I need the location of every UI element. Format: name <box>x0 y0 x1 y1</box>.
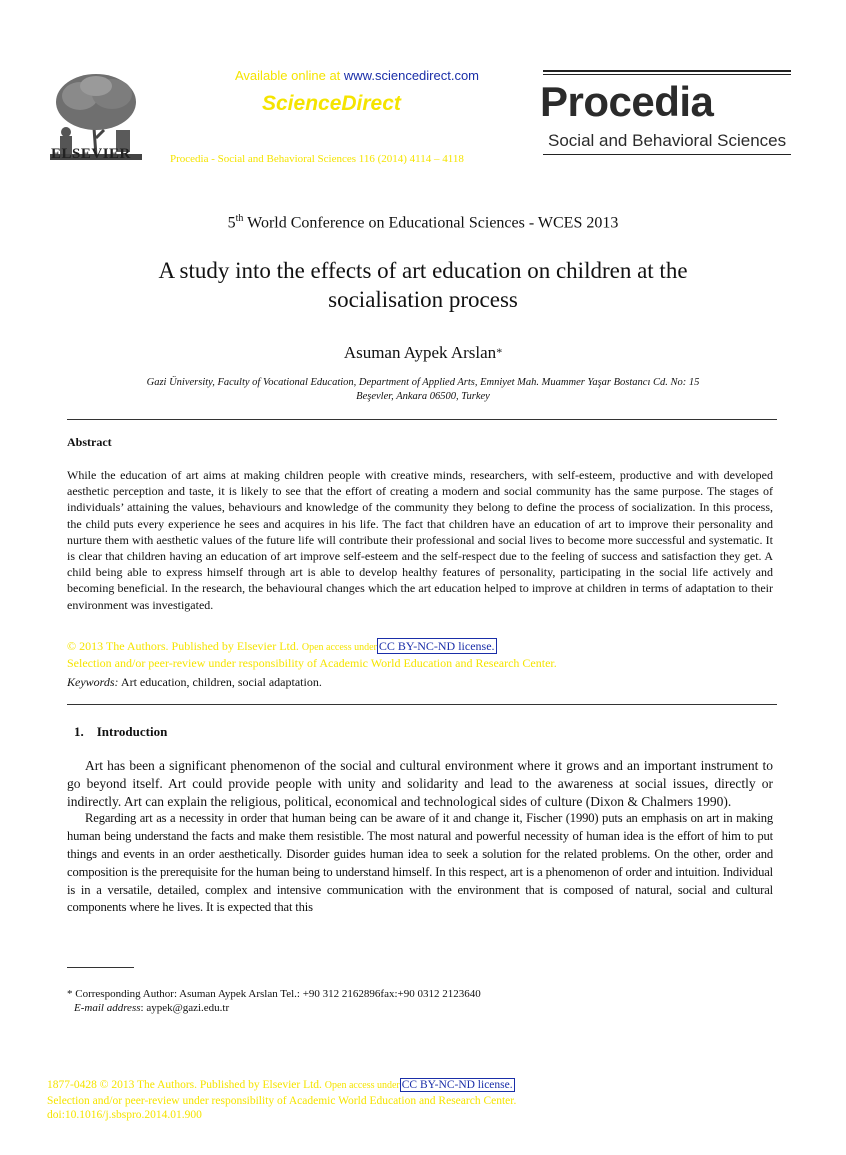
conference-number: 5 <box>227 214 236 232</box>
footnote-email <box>74 1002 229 1014</box>
paper-title-line-2: socialisation process <box>328 287 518 312</box>
keywords-text: Art education, children, social adaptation. <box>120 675 322 689</box>
procedia-bottom-rule <box>543 154 791 155</box>
footer-copyright: 1877-0428 © 2013 The Authors. Published by Elsevier Ltd. <box>47 1079 322 1091</box>
paper-title <box>60 256 786 314</box>
conference-ordinal: th <box>235 213 244 224</box>
footer-line-1 <box>47 1078 516 1094</box>
email-label: E-mail address <box>74 1002 141 1014</box>
abstract-bottom-rule <box>67 704 777 705</box>
footnote-corresponding: * Corresponding Author: Asuman Aypek Arslan Tel.: +90 312 2162896fax:+90 0312 2123640 <box>67 988 481 1000</box>
peer-review-line: Selection and/or peer-review under responsibility of Academic World Education and Research Center. <box>67 656 557 670</box>
conference-line <box>0 213 846 232</box>
author-line <box>0 343 846 363</box>
page-footer <box>47 1078 516 1123</box>
license-link[interactable]: CC BY-NC-ND license. <box>378 639 495 653</box>
procedia-top-rule <box>543 70 791 72</box>
journal-reference: Procedia - Social and Behavioral Sciences 116 (2014) 4114 – 4118 <box>170 153 464 165</box>
sciencedirect-brand: ScienceDirect <box>262 92 401 115</box>
elsevier-wordmark: ELSEVIER <box>51 146 131 162</box>
author-name: Asuman Aypek Arslan <box>343 343 497 362</box>
procedia-title: Procedia <box>540 78 714 125</box>
copyright-text: © 2013 The Authors. Published by Elsevier Ltd. <box>67 639 299 653</box>
abstract-heading: Abstract <box>67 435 112 449</box>
affiliation-line-1: Gazi Üniversity, Faculty of Vocational Education, Department of Applied Arts, Emniyet Mah. Muammer Yaşar Bostancı Cd. No: 15 <box>146 377 700 388</box>
introduction-heading: 1. Introduction <box>74 724 168 739</box>
footnote-rule <box>67 967 134 968</box>
keywords-label: Keywords: <box>67 675 119 689</box>
introduction-body <box>67 757 773 917</box>
abstract-body: While the education of art aims at making children people with creative minds, researchers, with self-esteem, productive and with developed aesthetic perception and taste, it is likely to see that the effort of creating a modern and social community has the same purpose. The stages of individuals’ attaining the values, behaviours and knowledge of the community they belong to define the process of socialization. In this process, the child puts every experience he sees and acquires in his life. The fact that children have an education of art to improve their personality and nurture them with aesthetic values of the future life will contribute their professional and social lives to become more successful and systematic. It is clear that children having an education of art improve self-esteem and the self-respect due to the feeling of success and satisfaction they get. A child being able to express himself through art is able to develop healthy features of personality, participating in the social life actively and becoming beneficial. In the research, the behavioural changes which the art education helped to improve at children in terms of adaptation to their environment was investigated. <box>67 468 773 612</box>
author-footnote-mark[interactable]: * <box>496 345 503 359</box>
available-online-line <box>235 68 479 83</box>
keywords-line <box>67 675 322 690</box>
available-text: Available online at <box>235 68 344 83</box>
procedia-top-rule-thin <box>543 74 791 75</box>
email-address[interactable]: : aypek@gazi.edu.tr <box>140 1002 230 1014</box>
conference-name: World Conference on Educational Sciences - WCES 2013 <box>243 214 619 232</box>
procedia-subtitle: Social and Behavioral Sciences <box>548 131 787 150</box>
footer-license-link[interactable]: CC BY-NC-ND license. <box>401 1079 513 1091</box>
paper-title-line-1: A study into the effects of art education on children at the <box>158 258 688 283</box>
footer-open-access: Open access under <box>324 1080 400 1091</box>
open-access-text: Open access under <box>301 642 377 653</box>
footer-doi[interactable]: doi:10.1016/j.sbspro.2014.01.900 <box>47 1109 202 1121</box>
affiliation-line-2: Beşevler, Ankara 06500, Turkey <box>356 391 490 402</box>
sciencedirect-link[interactable]: www.sciencedirect.com <box>343 68 480 83</box>
footer-line-2: Selection and/or peer-review under responsibility of Academic World Education and Research Center. <box>47 1094 517 1107</box>
copyright-line <box>67 639 497 654</box>
abstract-top-rule <box>67 419 777 420</box>
affiliation <box>110 376 736 404</box>
intro-paragraph-1: Art has been a significant phenomenon of the social and cultural environment where it grows and an important instrument to go beyond itself. Art could provide people with unity and solidarity and lead to the awareness at social issues, directly or indirectly. Art can explain the religious, political, economical and technological sides of culture (Dixon & Chalmers 1990). <box>67 758 773 809</box>
intro-paragraph-2: Regarding art as a necessity in order that human being can be aware of it and change it, Fischer (1990) puts an emphasis on art in making human being understand the facts and make them resistible. The most natural and powerful necessity of human idea is the effort of him to put things and events in an order aesthetically. Disorder guides human idea to seek a solution for the related problems. On the other, order and composition is the prerequisite for the human being to understand himself. In this respect, art is a phenomenon of order and intuition. Individual is in a versatile, detailed, complex and intensive communication with the environment that is composed of natural, social and cultural components where he lives. It is expected that this <box>67 811 773 915</box>
